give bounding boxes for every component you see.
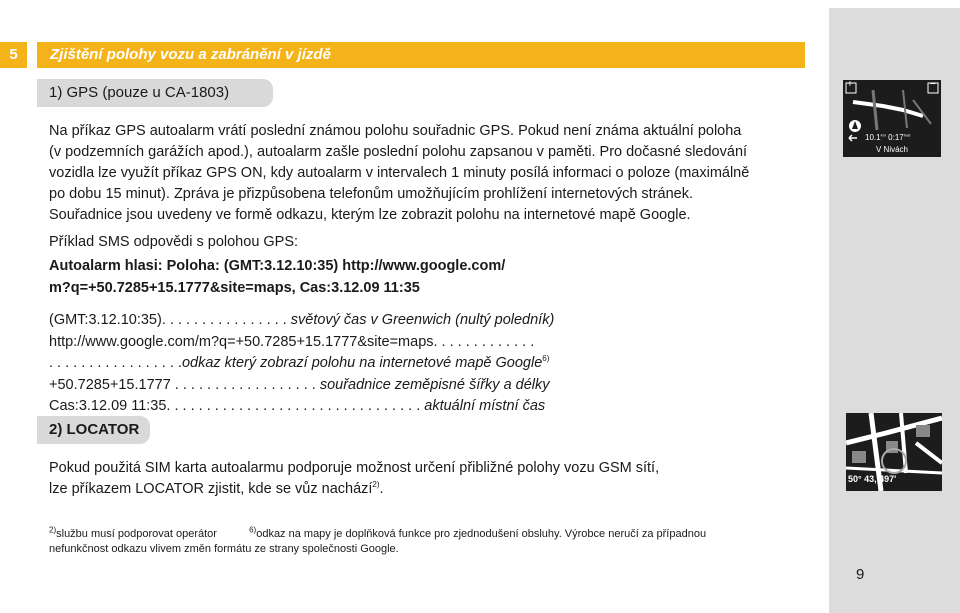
legend-item bbox=[49, 353, 554, 375]
legend-desc: aktuální místní čas bbox=[424, 398, 546, 414]
footnote-ref: 2) bbox=[372, 480, 380, 490]
footnote-ref: 6) bbox=[542, 354, 550, 364]
text-span: lze příkazem LOCATOR zjistit, kde se vůz nachází bbox=[49, 481, 373, 497]
sms-line: m?q=+50.7285+15.1777&site=maps, Cas:3.12.09 11:35 bbox=[49, 280, 420, 296]
legend-key: Cas:3.12.09 11:35. . . . . . . . . . . . . . . . . . . . . . . . . . . . . . . . bbox=[49, 398, 425, 414]
text-line: po dobu 15 minut). Zpráva je přizpůsobena telefonům umožňujícím prohlížení internetových stránek. bbox=[49, 186, 693, 202]
legend-key: http://www.google.com/m?q=+50.7285+15.1777&site=maps. . . . . . . . . . . . . bbox=[49, 333, 535, 350]
page-number: 9 bbox=[856, 566, 865, 583]
plus-icon: + bbox=[847, 79, 853, 90]
legend-key: +50.7285+15.1777 . . . . . . . . . . . . . . . . . . bbox=[49, 376, 320, 393]
legend-desc: odkaz který zobrazí polohu na internetové mapě Google bbox=[181, 355, 543, 371]
legend-desc: souřadnice zeměpisné šířky a délky bbox=[319, 376, 550, 393]
legend-item bbox=[49, 310, 554, 332]
sms-line: Autoalarm hlasi: Poloha: (GMT:3.12.10:35) http://www.google.com/ bbox=[49, 258, 506, 274]
example-label: Příklad SMS odpovědi s polohou GPS: bbox=[49, 234, 299, 250]
sms-legend bbox=[49, 310, 554, 418]
footnotes bbox=[49, 527, 706, 557]
text-line: vozidla lze využít příkaz GPS ON, kdy autoalarm v intervalech 1 minuty posílá informaci o poloze (maximálně bbox=[49, 165, 750, 181]
time-unit: hod bbox=[903, 132, 911, 138]
text-line: (v podzemních garážích apod.), autoalarm zašle poslední polohu zapsanou v paměti. Pro dočasné sledování bbox=[49, 144, 748, 160]
chapter-title: Zjištění polohy vozu a zabránění v jízdě bbox=[37, 42, 805, 68]
legend-key: (GMT:3.12.10:35). . . . . . . . . . . . . . . . bbox=[49, 312, 291, 328]
footnote-mark: 6) bbox=[249, 525, 257, 535]
footnote-mark: 2) bbox=[49, 525, 57, 535]
distance-unit: km bbox=[880, 132, 886, 138]
section-locator-title: 2) LOCATOR bbox=[37, 416, 150, 444]
section-gps-title: 1) GPS (pouze u CA-1803) bbox=[37, 79, 273, 107]
gps-description bbox=[49, 121, 749, 226]
text-line bbox=[49, 479, 659, 500]
text-line: Souřadnice jsou uvedeny ve formě odkazu, kterým lze zobrazit polohu na internetové mapě Google. bbox=[49, 207, 691, 223]
gps-map-illustration bbox=[846, 413, 942, 491]
chapter-number: 5 bbox=[0, 42, 27, 68]
footnote-line: nefunkčnost odkazu vlivem změn formátu ze strany společnosti Google. bbox=[49, 543, 399, 555]
text-line: Na příkaz GPS autoalarm vrátí poslední známou polohu souřadnic GPS. Pokud není známa aktuální poloha bbox=[49, 123, 742, 139]
legend-item bbox=[49, 396, 554, 418]
locator-description bbox=[49, 458, 659, 500]
sms-example bbox=[49, 255, 505, 299]
distance-readout bbox=[865, 133, 910, 142]
distance-value: 10.1 bbox=[865, 133, 881, 142]
time-value: 0:17 bbox=[888, 133, 904, 142]
footnote-text: službu musí podporovat operátor bbox=[56, 528, 217, 540]
footnote-line bbox=[49, 527, 706, 542]
street-name: V Nivách bbox=[875, 145, 908, 154]
text-line: Pokud použitá SIM karta autoalarmu podporuje možnost určení přibližné polohy vozu GSM sítí, bbox=[49, 460, 660, 476]
legend-item bbox=[49, 332, 554, 354]
gps-device-illustration bbox=[843, 80, 941, 157]
legend-key: . . . . . . . . . . . . . . . . . bbox=[49, 355, 182, 371]
text-span: . bbox=[379, 481, 384, 497]
footnote-text: odkaz na mapy je doplňková funkce pro zjednodušení obsluhy. Výrobce neručí za případnou bbox=[256, 528, 707, 540]
coordinates-label: 50° 43, 497' bbox=[848, 474, 897, 484]
legend-item bbox=[49, 375, 554, 397]
minus-icon: − bbox=[930, 79, 936, 90]
legend-desc: světový čas v Greenwich (nultý poledník) bbox=[290, 312, 555, 328]
